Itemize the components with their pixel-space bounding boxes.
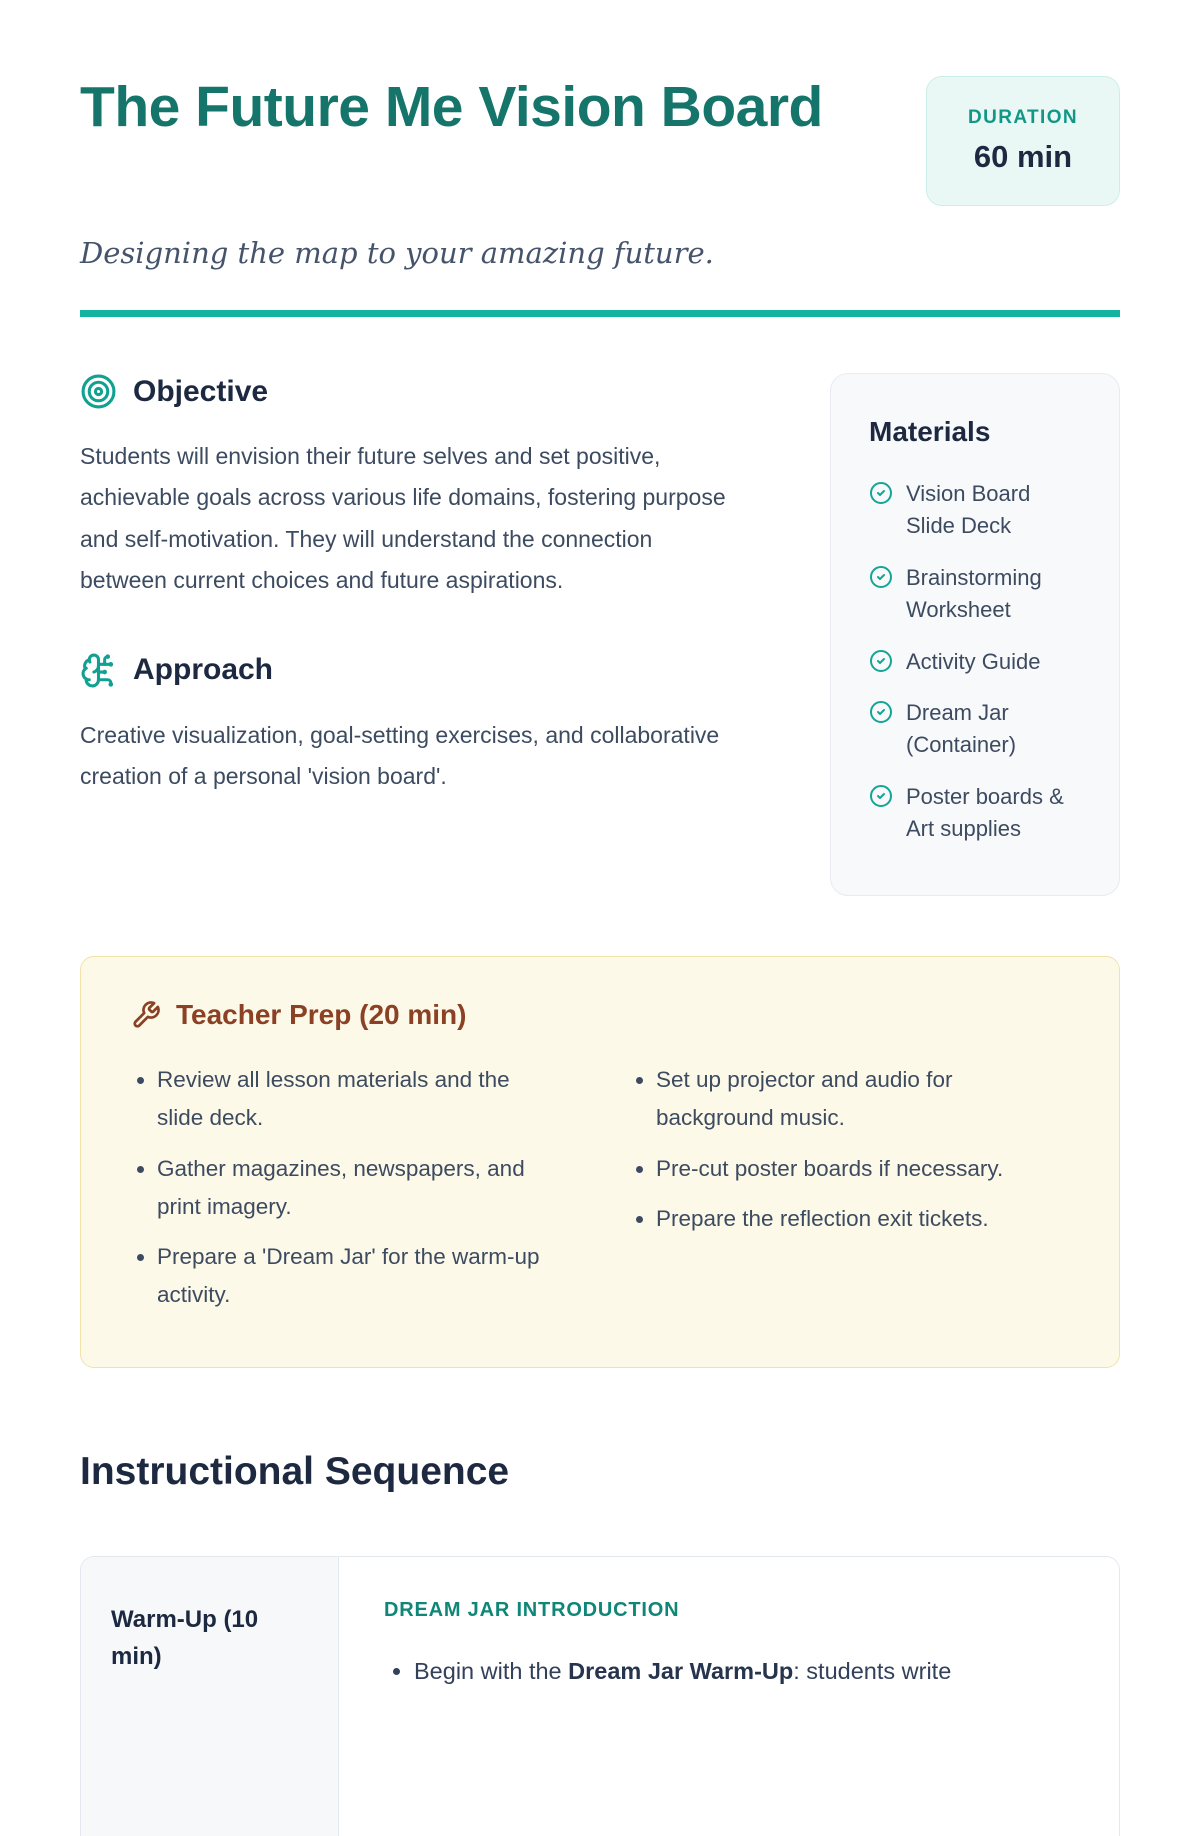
left-column <box>80 373 788 797</box>
circle-check-icon <box>869 697 893 761</box>
material-label: Vision Board Slide Deck <box>906 481 1031 538</box>
list-item <box>414 1652 1074 1692</box>
teacher-prep-columns <box>131 1061 1069 1327</box>
objective-section <box>80 373 788 602</box>
circle-check-icon <box>869 478 893 542</box>
sequence-row <box>80 1556 1120 1836</box>
list-item: • Gather magazines, newspapers, and print imagery. <box>157 1150 559 1227</box>
divider-rule <box>80 310 1120 317</box>
approach-section <box>80 652 788 798</box>
approach-body: Creative visualization, goal-setting exercises, and collaborative creation of a personal 'vision board'. <box>80 721 720 789</box>
page-title: The Future Me Vision Board <box>80 75 823 139</box>
list-item: • Pre-cut poster boards if necessary. <box>656 1150 1058 1188</box>
approach-title: Approach <box>133 653 274 687</box>
prep-list-left <box>131 1061 570 1327</box>
bullet-text-pre: Begin with the <box>414 1657 569 1684</box>
sequence-phase-label: Warm-Up (10 min) <box>111 1605 259 1670</box>
duration-label: DURATION <box>967 107 1079 128</box>
objective-title: Objective <box>133 374 269 408</box>
teacher-prep-card <box>80 956 1120 1368</box>
circle-check-icon <box>869 646 893 678</box>
list-item: • Set up projector and audio for background music. <box>656 1061 1058 1138</box>
list-item <box>869 781 1081 845</box>
materials-title: Materials <box>869 416 991 447</box>
wrench-icon <box>131 1000 161 1030</box>
duration-value: 60 min <box>973 139 1073 174</box>
circle-check-icon <box>869 781 893 845</box>
circle-check-icon <box>869 562 893 626</box>
teacher-prep-title: Teacher Prep (20 min) <box>176 999 467 1031</box>
instructional-sequence-title: Instructional Sequence <box>80 1449 510 1493</box>
list-item <box>869 646 1081 678</box>
sequence-phase-cell <box>81 1557 339 1836</box>
objective-heading-row <box>80 373 788 410</box>
page-subtitle: Designing the map to your amazing future. <box>80 236 714 270</box>
material-label: Poster boards & Art supplies <box>906 784 1064 842</box>
approach-heading-row <box>80 652 788 689</box>
sequence-content-cell <box>339 1557 1119 1836</box>
list-item: • Prepare the reflection exit tickets. <box>656 1200 1058 1238</box>
list-item <box>869 562 1081 626</box>
material-label: Activity Guide <box>906 648 1041 674</box>
list-item: • Prepare a 'Dream Jar' for the warm-up activity. <box>157 1238 559 1315</box>
teacher-prep-heading-row <box>131 999 1069 1031</box>
materials-card <box>830 373 1120 896</box>
bullet-text-post: : students write <box>793 1657 952 1684</box>
list-item: • Review all lesson materials and the slide deck. <box>157 1061 559 1138</box>
material-label: Dream Jar (Container) <box>906 700 1017 758</box>
material-label: Brainstorming Worksheet <box>906 564 1042 622</box>
list-item <box>869 478 1081 542</box>
duration-badge <box>926 76 1120 206</box>
header <box>80 74 1120 206</box>
prep-list-right <box>630 1061 1069 1327</box>
brain-circuit-icon <box>80 652 117 689</box>
list-item <box>869 697 1081 761</box>
objective-body: Students will envision their future selves and set positive, achievable goals across various life domains, fostering purpose and self-motivation. They will understand the connection between current choices and future aspirations. <box>80 443 726 594</box>
sequence-bullet-list <box>384 1652 1074 1692</box>
bullet-text-bold: Dream Jar Warm-Up <box>568 1657 794 1684</box>
sequence-topic-label: DREAM JAR INTRODUCTION <box>384 1598 680 1621</box>
title-block <box>80 74 823 140</box>
lesson-plan-document <box>0 74 1200 1836</box>
target-icon <box>80 373 117 410</box>
main-content <box>80 373 1120 896</box>
